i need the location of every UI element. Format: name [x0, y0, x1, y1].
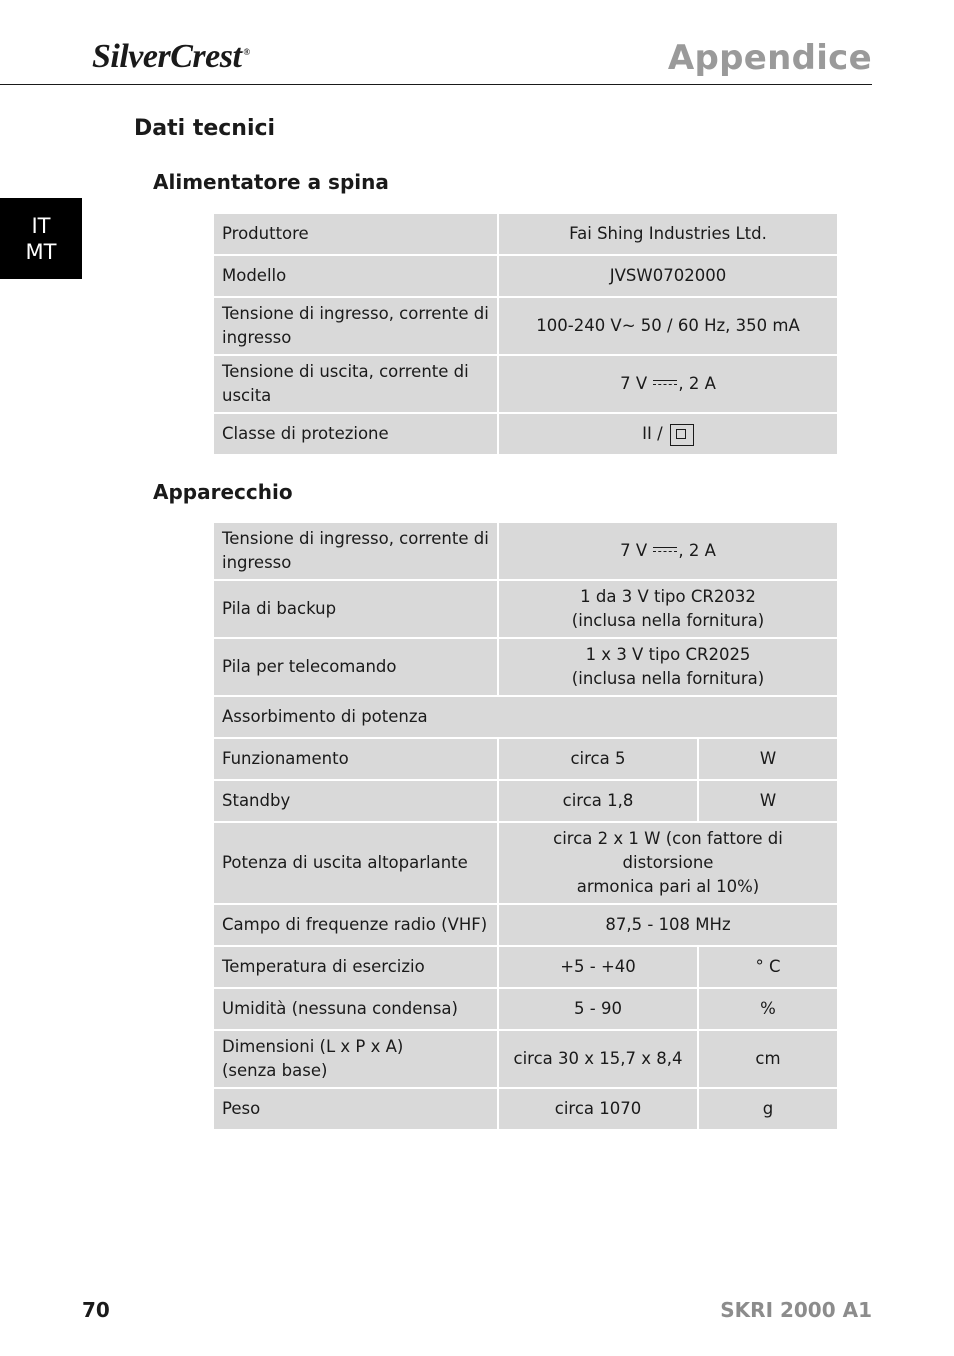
table-row — [213, 1088, 838, 1130]
spec-label: Pila per telecomando — [213, 638, 498, 696]
table-row — [213, 780, 838, 822]
spec-value — [498, 522, 838, 580]
table-row — [213, 904, 838, 946]
spec-value: 100-240 V~ 50 / 60 Hz, 350 mA — [498, 297, 838, 355]
spec-unit: ° C — [698, 946, 838, 988]
spec-label: Temperatura di esercizio — [213, 946, 498, 988]
spec-label: Pila di backup — [213, 580, 498, 638]
value-line: armonica pari al 10%) — [576, 877, 760, 896]
value-text: 7 V — [620, 541, 648, 560]
language-tab — [0, 198, 82, 279]
spec-value: +5 - +40 — [498, 946, 698, 988]
spec-value: 87,5 - 108 MHz — [498, 904, 838, 946]
value-text: , 2 A — [678, 374, 716, 393]
spec-value: 5 - 90 — [498, 988, 698, 1030]
table-row — [213, 413, 838, 455]
spec-label: Tensione di uscita, corrente di uscita — [213, 355, 498, 413]
spec-label — [213, 1030, 498, 1088]
page-number: 70 — [82, 1298, 110, 1322]
spec-label: Tensione di ingresso, corrente di ingresso — [213, 522, 498, 580]
footer-model: SKRI 2000 A1 — [720, 1298, 872, 1322]
device-heading: Apparecchio — [153, 480, 293, 504]
brand-name: SilverCrest — [92, 38, 242, 75]
spec-value: circa 30 x 15,7 x 8,4 — [498, 1030, 698, 1088]
registered-mark: ® — [243, 46, 250, 57]
page-heading: Dati tecnici — [134, 116, 276, 141]
value-text: , 2 A — [678, 541, 716, 560]
value-text: II / — [642, 424, 663, 443]
spec-value: circa 1070 — [498, 1088, 698, 1130]
section-title: Appendice — [667, 38, 872, 78]
spec-label: Umidità (nessuna condensa) — [213, 988, 498, 1030]
table-row — [213, 522, 838, 580]
table-row — [213, 696, 838, 738]
protection-class-ii-icon — [670, 424, 694, 446]
spec-label: Campo di frequenze radio (VHF) — [213, 904, 498, 946]
value-line: 1 da 3 V tipo CR2032 — [580, 587, 756, 606]
table-row — [213, 255, 838, 297]
language-code-it: IT — [31, 213, 51, 238]
spec-label: Classe di protezione — [213, 413, 498, 455]
table-row — [213, 822, 838, 904]
spec-label: Funzionamento — [213, 738, 498, 780]
spec-value — [498, 822, 838, 904]
spec-label: Standby — [213, 780, 498, 822]
device-table — [212, 521, 839, 1131]
power-supply-table — [212, 212, 839, 456]
spec-value — [498, 413, 838, 455]
table-row — [213, 213, 838, 255]
header-rule — [0, 84, 872, 85]
label-line: (senza base) — [222, 1061, 328, 1080]
value-line: (inclusa nella fornitura) — [571, 669, 765, 688]
table-row — [213, 638, 838, 696]
table-row — [213, 738, 838, 780]
spec-value — [498, 580, 838, 638]
brand-logo — [92, 38, 250, 76]
spec-value — [498, 355, 838, 413]
value-line: 1 x 3 V tipo CR2025 — [585, 645, 751, 664]
table-row — [213, 1030, 838, 1088]
spec-label: Modello — [213, 255, 498, 297]
spec-unit: % — [698, 988, 838, 1030]
dc-current-icon — [653, 545, 677, 555]
spec-unit: W — [698, 780, 838, 822]
spec-unit: W — [698, 738, 838, 780]
spec-value: circa 1,8 — [498, 780, 698, 822]
spec-label: Produttore — [213, 213, 498, 255]
power-supply-heading: Alimentatore a spina — [153, 170, 389, 194]
spec-value — [498, 638, 838, 696]
spec-value: Fai Shing Industries Ltd. — [498, 213, 838, 255]
language-code-mt: MT — [25, 239, 57, 264]
dc-current-icon — [653, 378, 677, 388]
value-line: circa 2 x 1 W (con fattore di distorsione — [553, 829, 783, 872]
table-row — [213, 988, 838, 1030]
table-row — [213, 355, 838, 413]
table-row — [213, 580, 838, 638]
label-line: Dimensioni (L x P x A) — [222, 1037, 404, 1056]
table-row — [213, 297, 838, 355]
spec-label: Tensione di ingresso, corrente di ingresso — [213, 297, 498, 355]
value-line: (inclusa nella fornitura) — [571, 611, 765, 630]
spec-unit: g — [698, 1088, 838, 1130]
spec-value: JVSW0702000 — [498, 255, 838, 297]
table-row — [213, 946, 838, 988]
spec-label: Peso — [213, 1088, 498, 1130]
spec-group-label: Assorbimento di potenza — [213, 696, 838, 738]
spec-unit: cm — [698, 1030, 838, 1088]
value-text: 7 V — [620, 374, 648, 393]
spec-label: Potenza di uscita altoparlante — [213, 822, 498, 904]
spec-value: circa 5 — [498, 738, 698, 780]
